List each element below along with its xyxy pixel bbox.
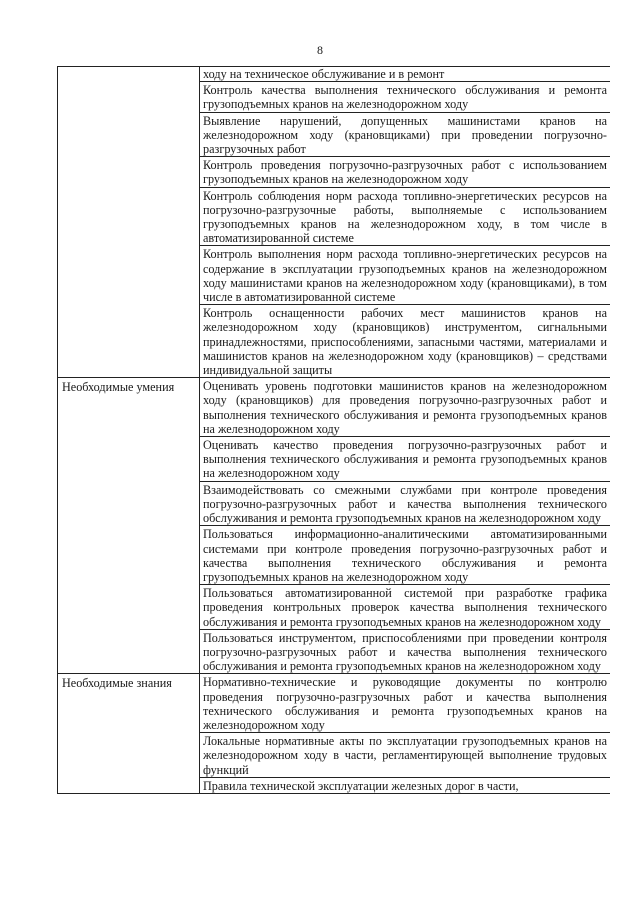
table-row [58, 378, 611, 437]
requirement-item: Контроль выполнения норм расхода топливно-энергетических ресурсов на содержание в эксплуатации грузоподъемных кранов на железнодорожном ходу машинистами кранов на железнодорожном ходу (крановщиками), в том числе в автоматизированной системе [200, 246, 611, 305]
section-label [58, 67, 200, 378]
requirement-item: Локальные нормативные акты по эксплуатации грузоподъемных кранов на железнодорожном ходу в части, регламентирующей выполнение трудовых функций [200, 733, 611, 778]
table-row [58, 674, 611, 733]
requirement-item: Оценивать уровень подготовки машинистов кранов на железнодорожном ходу (крановщиков) для проведения погрузочно-разгрузочных работ и выполнения технического обслуживания и ремонта грузоподъемных кранов на железнодорожном ходу [200, 378, 611, 437]
requirements-table-container [57, 66, 610, 905]
requirement-item: Контроль качества выполнения технического обслуживания и ремонта грузоподъемных кранов на железнодорожном ходу [200, 82, 611, 112]
page-number: 8 [317, 43, 323, 57]
requirements-table [57, 66, 610, 794]
requirement-item: Выявление нарушений, допущенных машинистами кранов на железнодорожном ходу (крановщиками) при проведении погрузочно-разгрузочных работ [200, 112, 611, 157]
requirement-item: Пользоваться автоматизированной системой при разработке графика проведения контрольных проверок качества выполнения технического обслуживания и ремонта грузоподъемных кранов на железнодорожном ходу [200, 585, 611, 630]
section-label: Необходимые знания [58, 674, 200, 794]
table-row [58, 67, 611, 82]
requirement-item: Пользоваться информационно-аналитическими автоматизированными системами при контроле проведения погрузочно-разгрузочных работ и качества выполнения технического обслуживания и ремонта грузоподъемных кранов на железнодорожном ходу [200, 526, 611, 585]
requirement-item: Пользоваться инструментом, приспособлениями при проведении контроля погрузочно-разгрузочных работ и качества выполнения технического обслуживания и ремонта грузоподъемных кранов на железнодорожном ходу [200, 629, 611, 674]
requirement-item: Взаимодействовать со смежными службами при контроле проведения погрузочно-разгрузочных работ и качества выполнения технического обслуживания и ремонта грузоподъемных кранов на железнодорожном ходу [200, 481, 611, 526]
requirement-item: Контроль соблюдения норм расхода топливно-энергетических ресурсов на погрузочно-разгрузочные работы, выполняемые с использованием грузоподъемных кранов на железнодорожном ходу, в том числе в автоматизированной системе [200, 187, 611, 246]
requirement-item: Нормативно-технические и руководящие документы по контролю проведения погрузочно-разгрузочных работ и качества выполнения технического обслуживания и ремонта грузоподъемных кранов на железнодорожном ходу [200, 674, 611, 733]
requirements-table-body [58, 67, 611, 794]
requirement-item: Контроль проведения погрузочно-разгрузочных работ с использованием грузоподъемных кранов на железнодорожном ходу [200, 157, 611, 187]
requirement-item: Контроль оснащенности рабочих мест машинистов кранов на железнодорожном ходу (крановщиков) инструментом, сигнальными принадлежностями, приспособлениями, запасными частями, материалами и машинистов кранов на железнодорожном ходу (крановщиков) – средствами индивидуальной защиты [200, 305, 611, 378]
section-label: Необходимые умения [58, 378, 200, 674]
requirement-item: ходу на техническое обслуживание и в ремонт [200, 67, 611, 82]
requirement-item: Правила технической эксплуатации железных дорог в части, [200, 777, 611, 793]
requirement-item: Оценивать качество проведения погрузочно-разгрузочных работ и выполнения технического обслуживания и ремонта грузоподъемных кранов на железнодорожном ходу [200, 437, 611, 482]
